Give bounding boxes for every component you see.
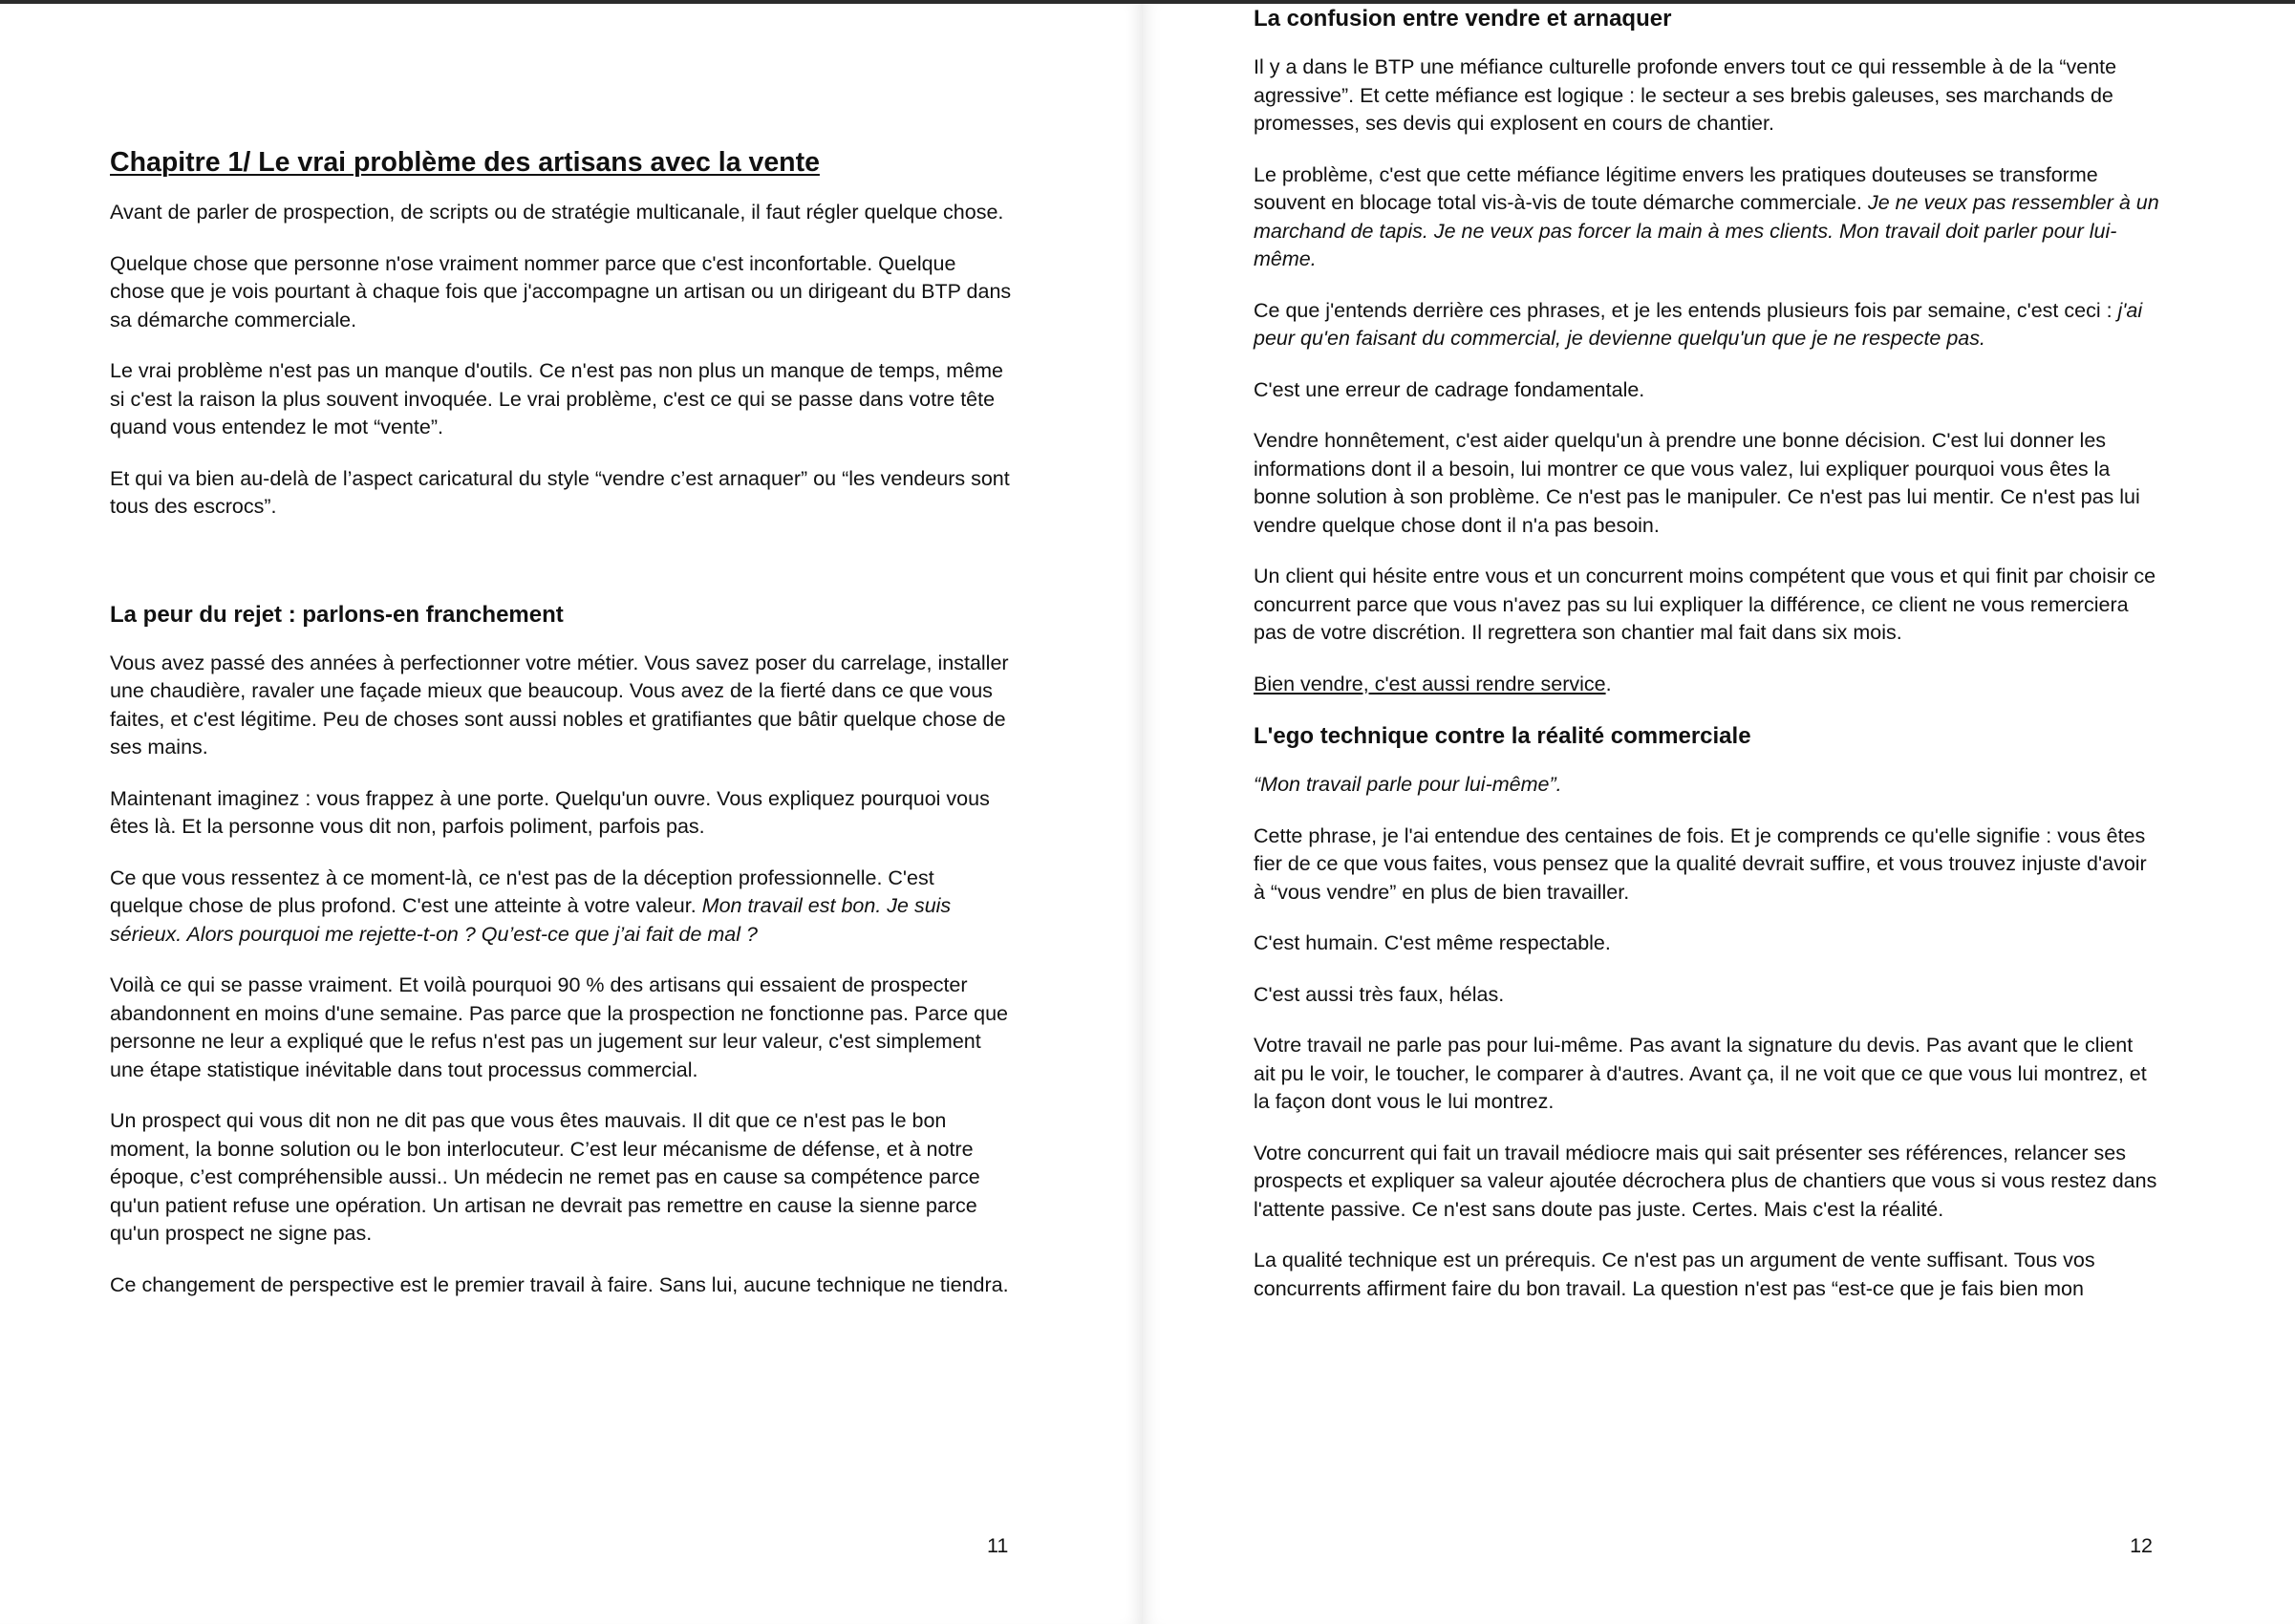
- section-title-fear-of-rejection: La peur du rejet : parlons-en franchement: [110, 601, 564, 628]
- chapter-title: Chapitre 1/ Le vrai problème des artisans avec la vente: [110, 147, 820, 178]
- paragraph: Un prospect qui vous dit non ne dit pas que vous êtes mauvais. Il dit que ce n'est pas le bon moment, la bonne solution ou le bon interlocuteur. C’est leur mécanisme de défense, et à notre époque, c’est compréhensible aussi.. Un médecin ne remet pas en cause sa compétence parce qu'un patient refuse une opération. Un artisan ne devrait pas remettre en cause la sienne parce qu'un prospect ne signe pas.: [110, 1109, 980, 1245]
- italic-text: Mon travail est bon. Je suis sérieux. Alors pourquoi me rejette-t-on ? Qu’est-ce que j’ai fait de mal ?: [110, 894, 952, 946]
- paragraph: Et qui va bien au-delà de l’aspect caricatural du style “vendre c’est arnaquer” ou “les vendeurs sont tous des escrocs”.: [110, 466, 1010, 518]
- paragraph: Vendre honnêtement, c'est aider quelqu'un à prendre une bonne décision. C'est lui donner les informations dont il a besoin, lui montrer ce que vous valez, lui expliquer pourquoi vous êtes la bonne solution à son problème. Ce n'est pas le manipuler. Ce n'est pas lui mentir. Ce n'est pas lui vendre quelque chose dont il n'a pas besoin.: [1254, 429, 2140, 537]
- section-title-selling-vs-scamming: La confusion entre vendre et arnaquer: [1254, 6, 1672, 32]
- paragraph: Le vrai problème n'est pas un manque d'outils. Ce n'est pas non plus un manque de temps, même si c'est la raison la plus souvent invoquée. Le vrai problème, c'est ce qui se passe dans votre tête quand vous entendez le mot “vente”.: [110, 359, 1003, 438]
- paragraph: La qualité technique est un prérequis. Ce n'est pas un argument de vente suffisant. Tous vos concurrents affirment faire du bon travail. La question n'est pas “est-ce que je fais bien mon: [1254, 1249, 2095, 1300]
- section-spacer: [110, 545, 1013, 600]
- paragraph: Quelque chose que personne n'ose vraiment nommer parce que c'est inconfortable. Quelque chose que je vois pourtant à chaque fois que j'accompagne un artisan ou un dirigeant du BTP dans sa démarche commerciale.: [110, 251, 1012, 331]
- paragraph: Cette phrase, je l'ai entendue des centaines de fois. Et je comprends ce qu'elle signifie : vous êtes fier de ce que vous faites, vous pensez que la qualité devrait suffire, et vous trouvez injuste d'avoir à “vous vendre” en plus de bien travailler.: [1254, 823, 2147, 904]
- paragraph-mixed: [1254, 161, 2159, 274]
- paragraph-text: Ce que j'entends derrière ces phrases, et je les entends plusieurs fois par semaine, c'est ceci :: [1254, 298, 2118, 322]
- paragraph-text: Le problème, c'est que cette méfiance légitime envers les pratiques douteuses se transforme souvent en blocage total vis-à-vis de toute démarche commerciale.: [1254, 162, 2098, 214]
- quote: [1254, 771, 2159, 800]
- page-12-content: [1254, 4, 2159, 1326]
- paragraph: Votre travail ne parle pas pour lui-même. Pas avant la signature du devis. Pas avant que le client ait pu le voir, le toucher, le comparer à d'autres. Avant ça, il ne voit que ce que vous lui montrez, et la façon dont vous le lui montrez.: [1254, 1034, 2147, 1113]
- paragraph-mixed: [110, 865, 1013, 950]
- paragraph: C'est humain. C'est même respectable.: [1254, 931, 1611, 954]
- underlined-text: Bien vendre, c'est aussi rendre service: [1254, 672, 1606, 695]
- paragraph: Voilà ce qui se passe vraiment. Et voilà pourquoi 90 % des artisans qui essaient de prospecter abandonnent en moins d'une semaine. Pas parce que la prospection ne fonctionne pas. Parce que personne ne leur a expliqué que le refus n'est pas un jugement sur leur valeur, c'est simplement une étape statistique inévitable dans tout processus commercial.: [110, 973, 1009, 1081]
- paragraph: Un client qui hésite entre vous et un concurrent moins compétent que vous et qui finit par choisir ce concurrent parce que vous n'avez pas su lui expliquer la différence, ce client ne vous remerciera pas de votre discrétion. Il regrettera son chantier mal fait dans six mois.: [1254, 565, 2156, 644]
- paragraph: Ce changement de perspective est le premier travail à faire. Sans lui, aucune technique ne tiendra.: [110, 1272, 1009, 1296]
- paragraph: Vous avez passé des années à perfectionner votre métier. Vous savez poser du carrelage, installer une chaudière, ravaler une façade mieux que beaucoup. Vous avez de la fierté dans ce que vous faites, et c'est légitime. Peu de choses sont aussi nobles et gratifiantes que bâtir quelque chose de ses mains.: [110, 651, 1009, 759]
- paragraph-text: Ce que vous ressentez à ce moment-là, ce n'est pas de la déception professionnelle. C'est quelque chose de plus profond. C'est une atteinte à votre valeur.: [110, 865, 934, 917]
- page-11: [0, 4, 1143, 1624]
- italic-text: Je ne veux pas ressembler à un marchand de tapis. Je ne veux pas forcer la main à mes clients. Mon travail doit parler pour lui-même.: [1254, 191, 2159, 270]
- paragraph: Maintenant imaginez : vous frappez à une porte. Quelqu'un ouvre. Vous expliquez pourquoi vous êtes là. Et la personne vous dit non, parfois poliment, parfois pas.: [110, 786, 990, 838]
- italic-text: “Mon travail parle pour lui-même”.: [1254, 773, 1562, 796]
- paragraph-mixed: [1254, 671, 2159, 699]
- paragraph: C'est une erreur de cadrage fondamentale.: [1254, 377, 1645, 401]
- section-title-technical-ego: L'ego technique contre la réalité commerciale: [1254, 723, 1751, 749]
- paragraph: Il y a dans le BTP une méfiance culturelle profonde envers tout ce qui ressemble à de la “vente agressive”. Et cette méfiance est logique : le secteur a ses brebis galeuses, ses marchands de promesses, ses devis qui explosent en cours de chantier.: [1254, 55, 2117, 135]
- paragraph: C'est aussi très faux, hélas.: [1254, 982, 1505, 1006]
- page-11-content: [110, 4, 1013, 1322]
- page-number: 11: [987, 1534, 1009, 1557]
- paragraph-mixed: [1254, 297, 2159, 353]
- paragraph: Votre concurrent qui fait un travail médiocre mais qui sait présenter ses références, relancer ses prospects et expliquer sa valeur ajoutée décrochera plus de chantiers que vous si vous restez dans l'attente passive. Ce n'est sans doute pas juste. Certes. Mais c'est la réalité.: [1254, 1141, 2157, 1221]
- page-number: 12: [2130, 1534, 2153, 1557]
- page-12: [1143, 4, 2295, 1624]
- paragraph-text: .: [1605, 672, 1612, 695]
- paragraph: Avant de parler de prospection, de scripts ou de stratégie multicanale, il faut régler quelque chose.: [110, 201, 1004, 224]
- italic-text: j'ai peur qu'en faisant du commercial, je devienne quelqu'un que je ne respecte pas.: [1254, 298, 2143, 350]
